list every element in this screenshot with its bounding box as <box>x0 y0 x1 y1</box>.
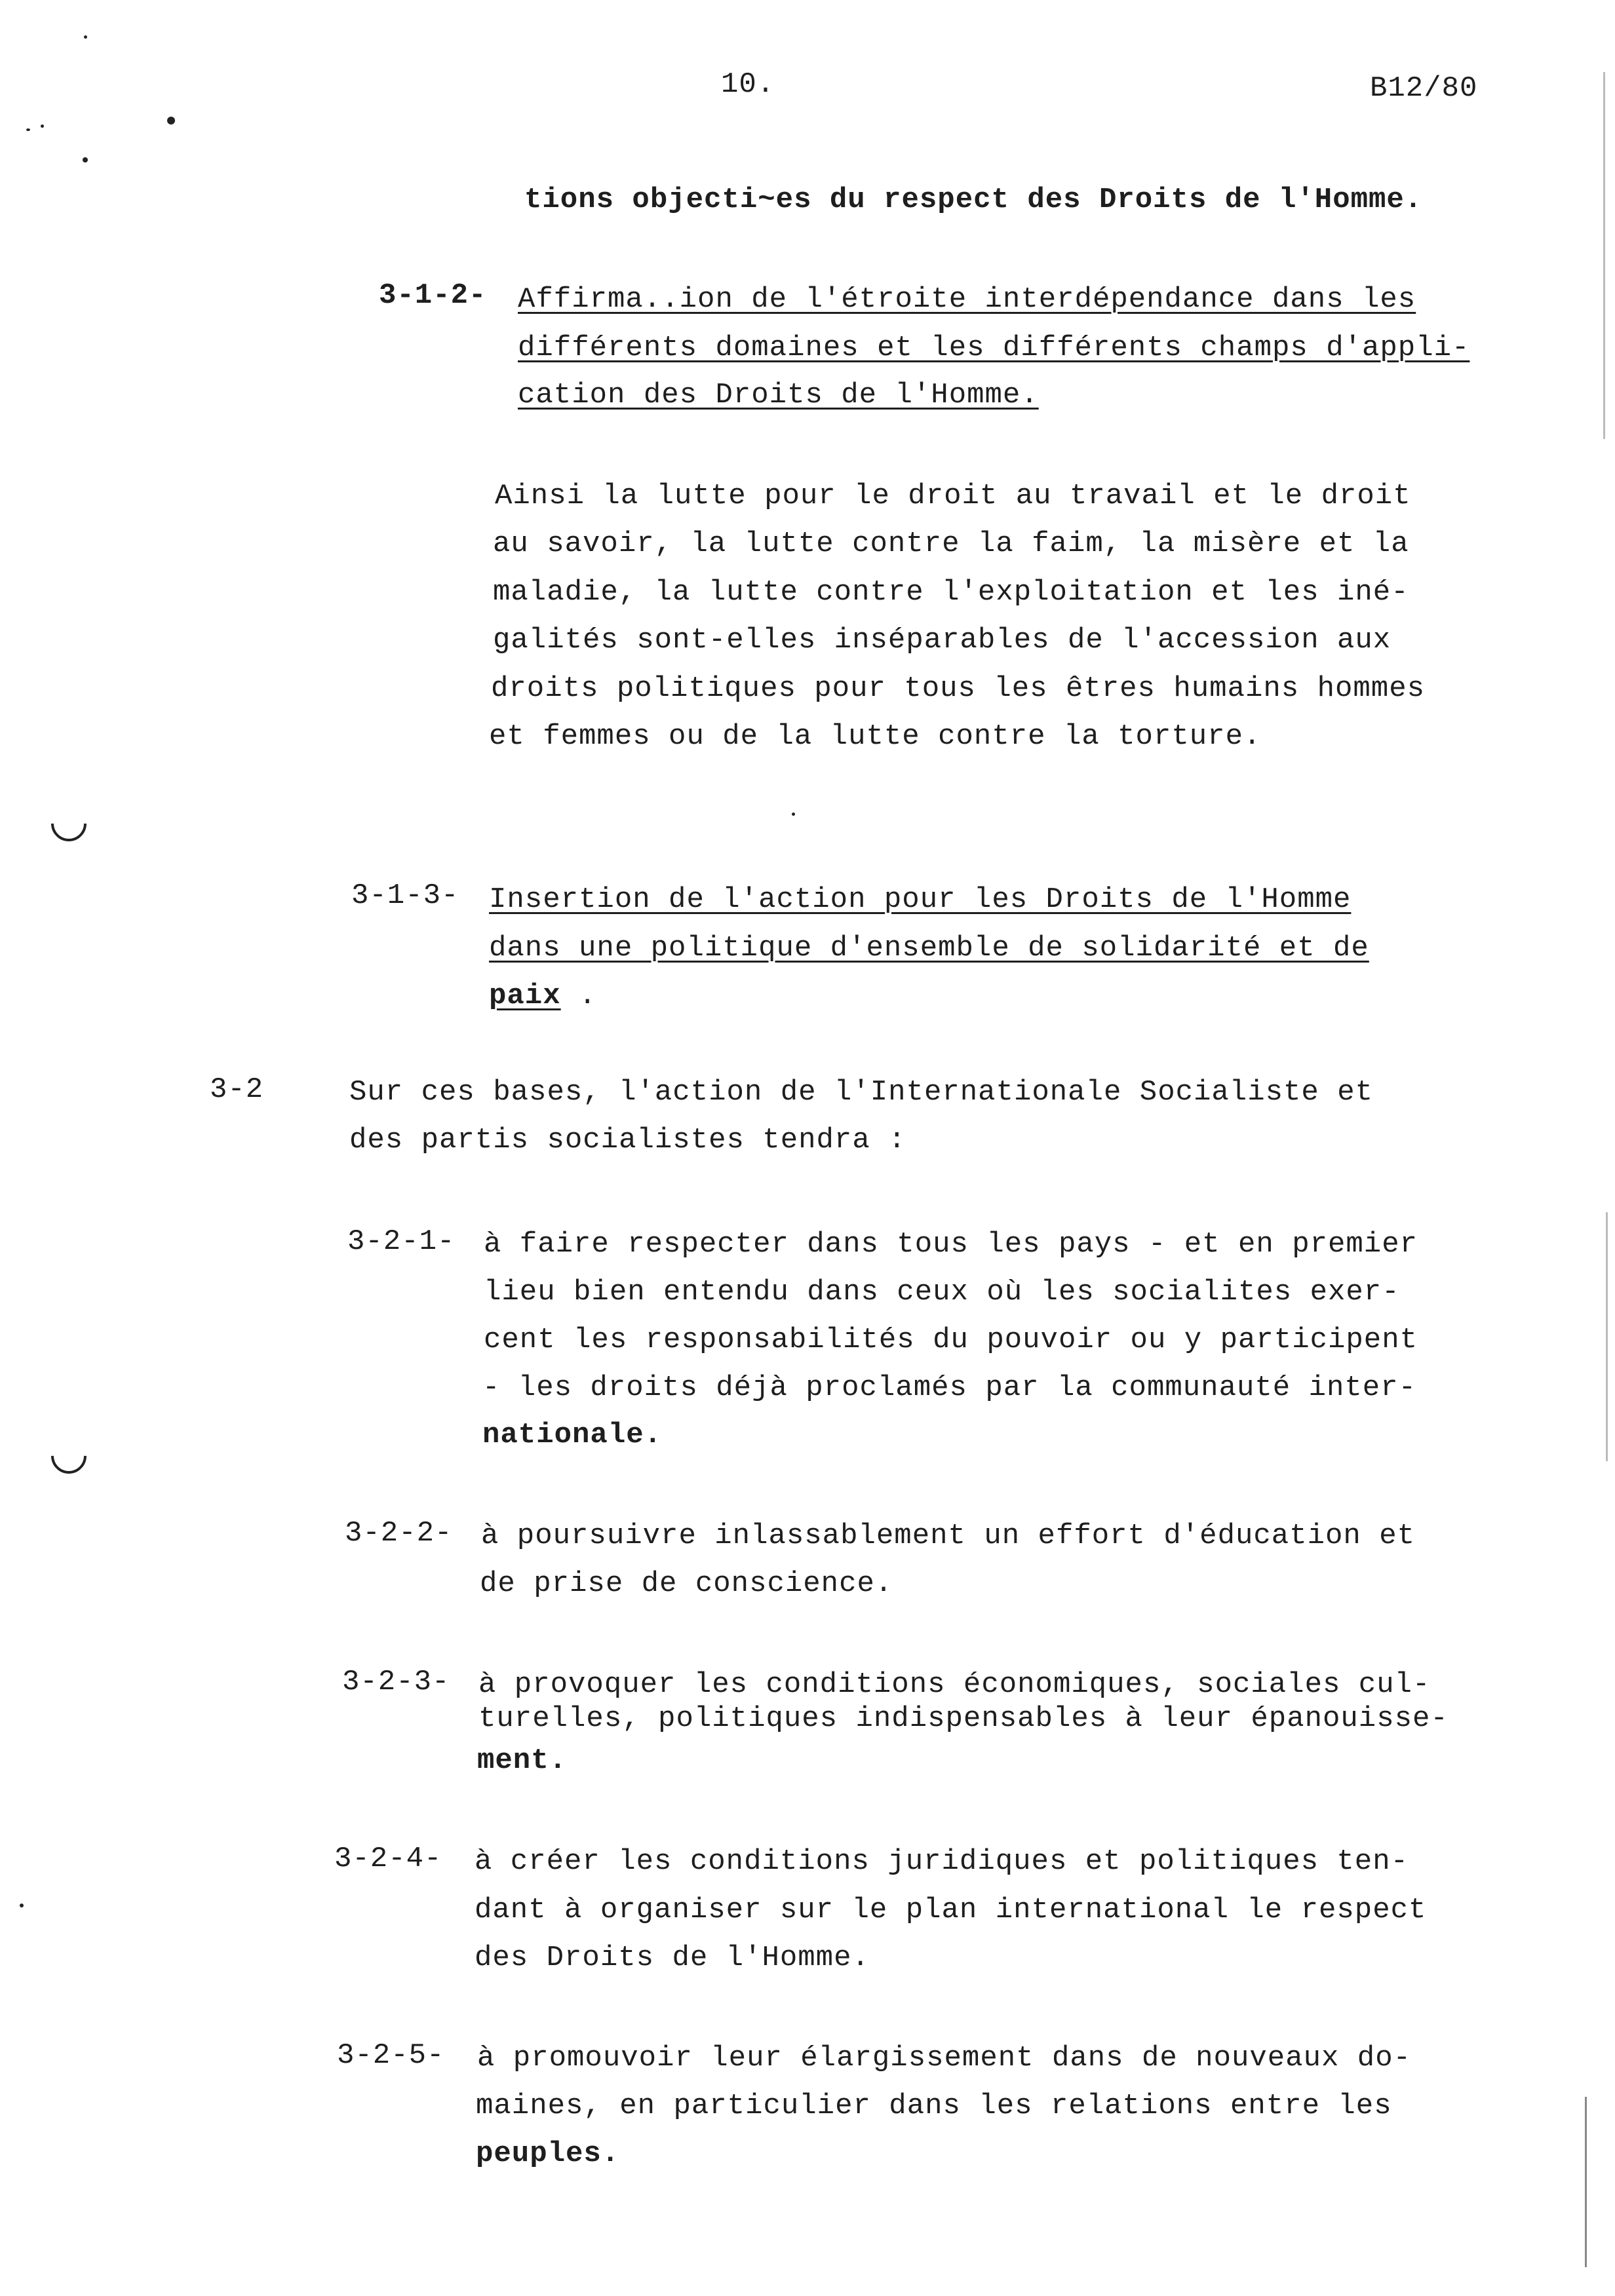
scan-speck <box>83 157 88 163</box>
scan-edge-line <box>1585 2097 1587 2267</box>
item-number: 3-2-2- <box>345 1517 453 1550</box>
section-number: 3-2 <box>210 1073 264 1106</box>
item-line: lieu bien entendu dans ceux où les socialites exer- <box>484 1276 1400 1309</box>
section-number: 3-1-2- <box>379 279 487 312</box>
section-title-line: cation des Droits de l'Homme. <box>518 379 1039 411</box>
section-title-line: différents domaines et les différents champs d'appli- <box>518 332 1470 364</box>
item-line: ment. <box>477 1744 568 1777</box>
item-line: dant à organiser sur le plan international le respect <box>475 1894 1427 1926</box>
section-title-line: Insertion de l'action pour les Droits de l'Homme <box>489 883 1352 916</box>
item-line: peuples. <box>476 2137 620 2170</box>
item-line: à poursuivre inlassablement un effort d'éducation et <box>481 1520 1416 1552</box>
item-line: à promouvoir leur élargissement dans de nouveaux do- <box>477 2042 1412 2075</box>
section-title-line <box>489 972 596 1020</box>
item-line: cent les responsabilités du pouvoir ou y participent <box>484 1324 1418 1356</box>
section-title-line: Affirma..ion de l'étroite interdépendance dans les <box>518 283 1416 316</box>
item-line: à créer les conditions juridiques et politiques ten- <box>475 1845 1409 1878</box>
item-line: à faire respecter dans tous les pays - et en premier <box>484 1228 1418 1261</box>
item-line: des Droits de l'Homme. <box>475 1942 870 1974</box>
item-number: 3-2-4- <box>334 1843 442 1875</box>
document-reference: B12/80 <box>1370 72 1478 105</box>
item-number: 3-2-1- <box>347 1225 456 1258</box>
paragraph-line: galités sont-elles inséparables de l'accession aux <box>493 624 1391 657</box>
item-line: maines, en particulier dans les relations entre les <box>476 2090 1392 2122</box>
scan-edge-line <box>1603 72 1605 439</box>
scan-edge-line <box>1606 1212 1608 1461</box>
scan-speck <box>792 813 795 816</box>
scan-speck <box>84 35 87 39</box>
scan-speck <box>20 1904 24 1907</box>
paragraph-line: maladie, la lutte contre l'exploitation et les iné- <box>493 576 1409 609</box>
item-line: - les droits déjà proclamés par la communauté inter- <box>482 1371 1417 1404</box>
paragraph-line: au savoir, la lutte contre la faim, la misère et la <box>493 527 1409 560</box>
paragraph-line: Sur ces bases, l'action de l'Internationale Socialiste et <box>349 1076 1374 1109</box>
section-title-line: dans une politique d'ensemble de solidarité et de <box>489 932 1369 965</box>
paragraph-line: des partis socialistes tendra : <box>349 1124 906 1157</box>
section-title-suffix: . <box>579 980 597 1012</box>
punch-hole-mark <box>44 1431 94 1481</box>
scan-speck <box>26 128 30 131</box>
intro-line: tions objecti~es du respect des Droits de l'Homme. <box>524 183 1423 216</box>
item-line: nationale. <box>482 1419 663 1451</box>
paragraph-line: droits politiques pour tous les êtres humains hommes <box>491 672 1426 705</box>
punch-hole-mark <box>44 799 94 849</box>
scan-speck <box>41 124 44 128</box>
item-number: 3-2-3- <box>342 1666 450 1698</box>
item-line: à provoquer les conditions économiques, sociales cul- <box>478 1668 1431 1701</box>
paragraph-line: Ainsi la lutte pour le droit au travail et le droit <box>495 480 1411 512</box>
section-title-word: paix <box>489 980 561 1012</box>
paragraph-line: et femmes ou de la lutte contre la torture. <box>489 720 1262 753</box>
scan-speck <box>167 117 175 124</box>
item-line: de prise de conscience. <box>480 1567 893 1600</box>
item-number: 3-2-5- <box>337 2039 445 2072</box>
item-line: turelles, politiques indispensables à leur épanouisse- <box>478 1702 1449 1735</box>
page-number: 10. <box>721 68 775 101</box>
section-number: 3-1-3- <box>351 879 459 912</box>
